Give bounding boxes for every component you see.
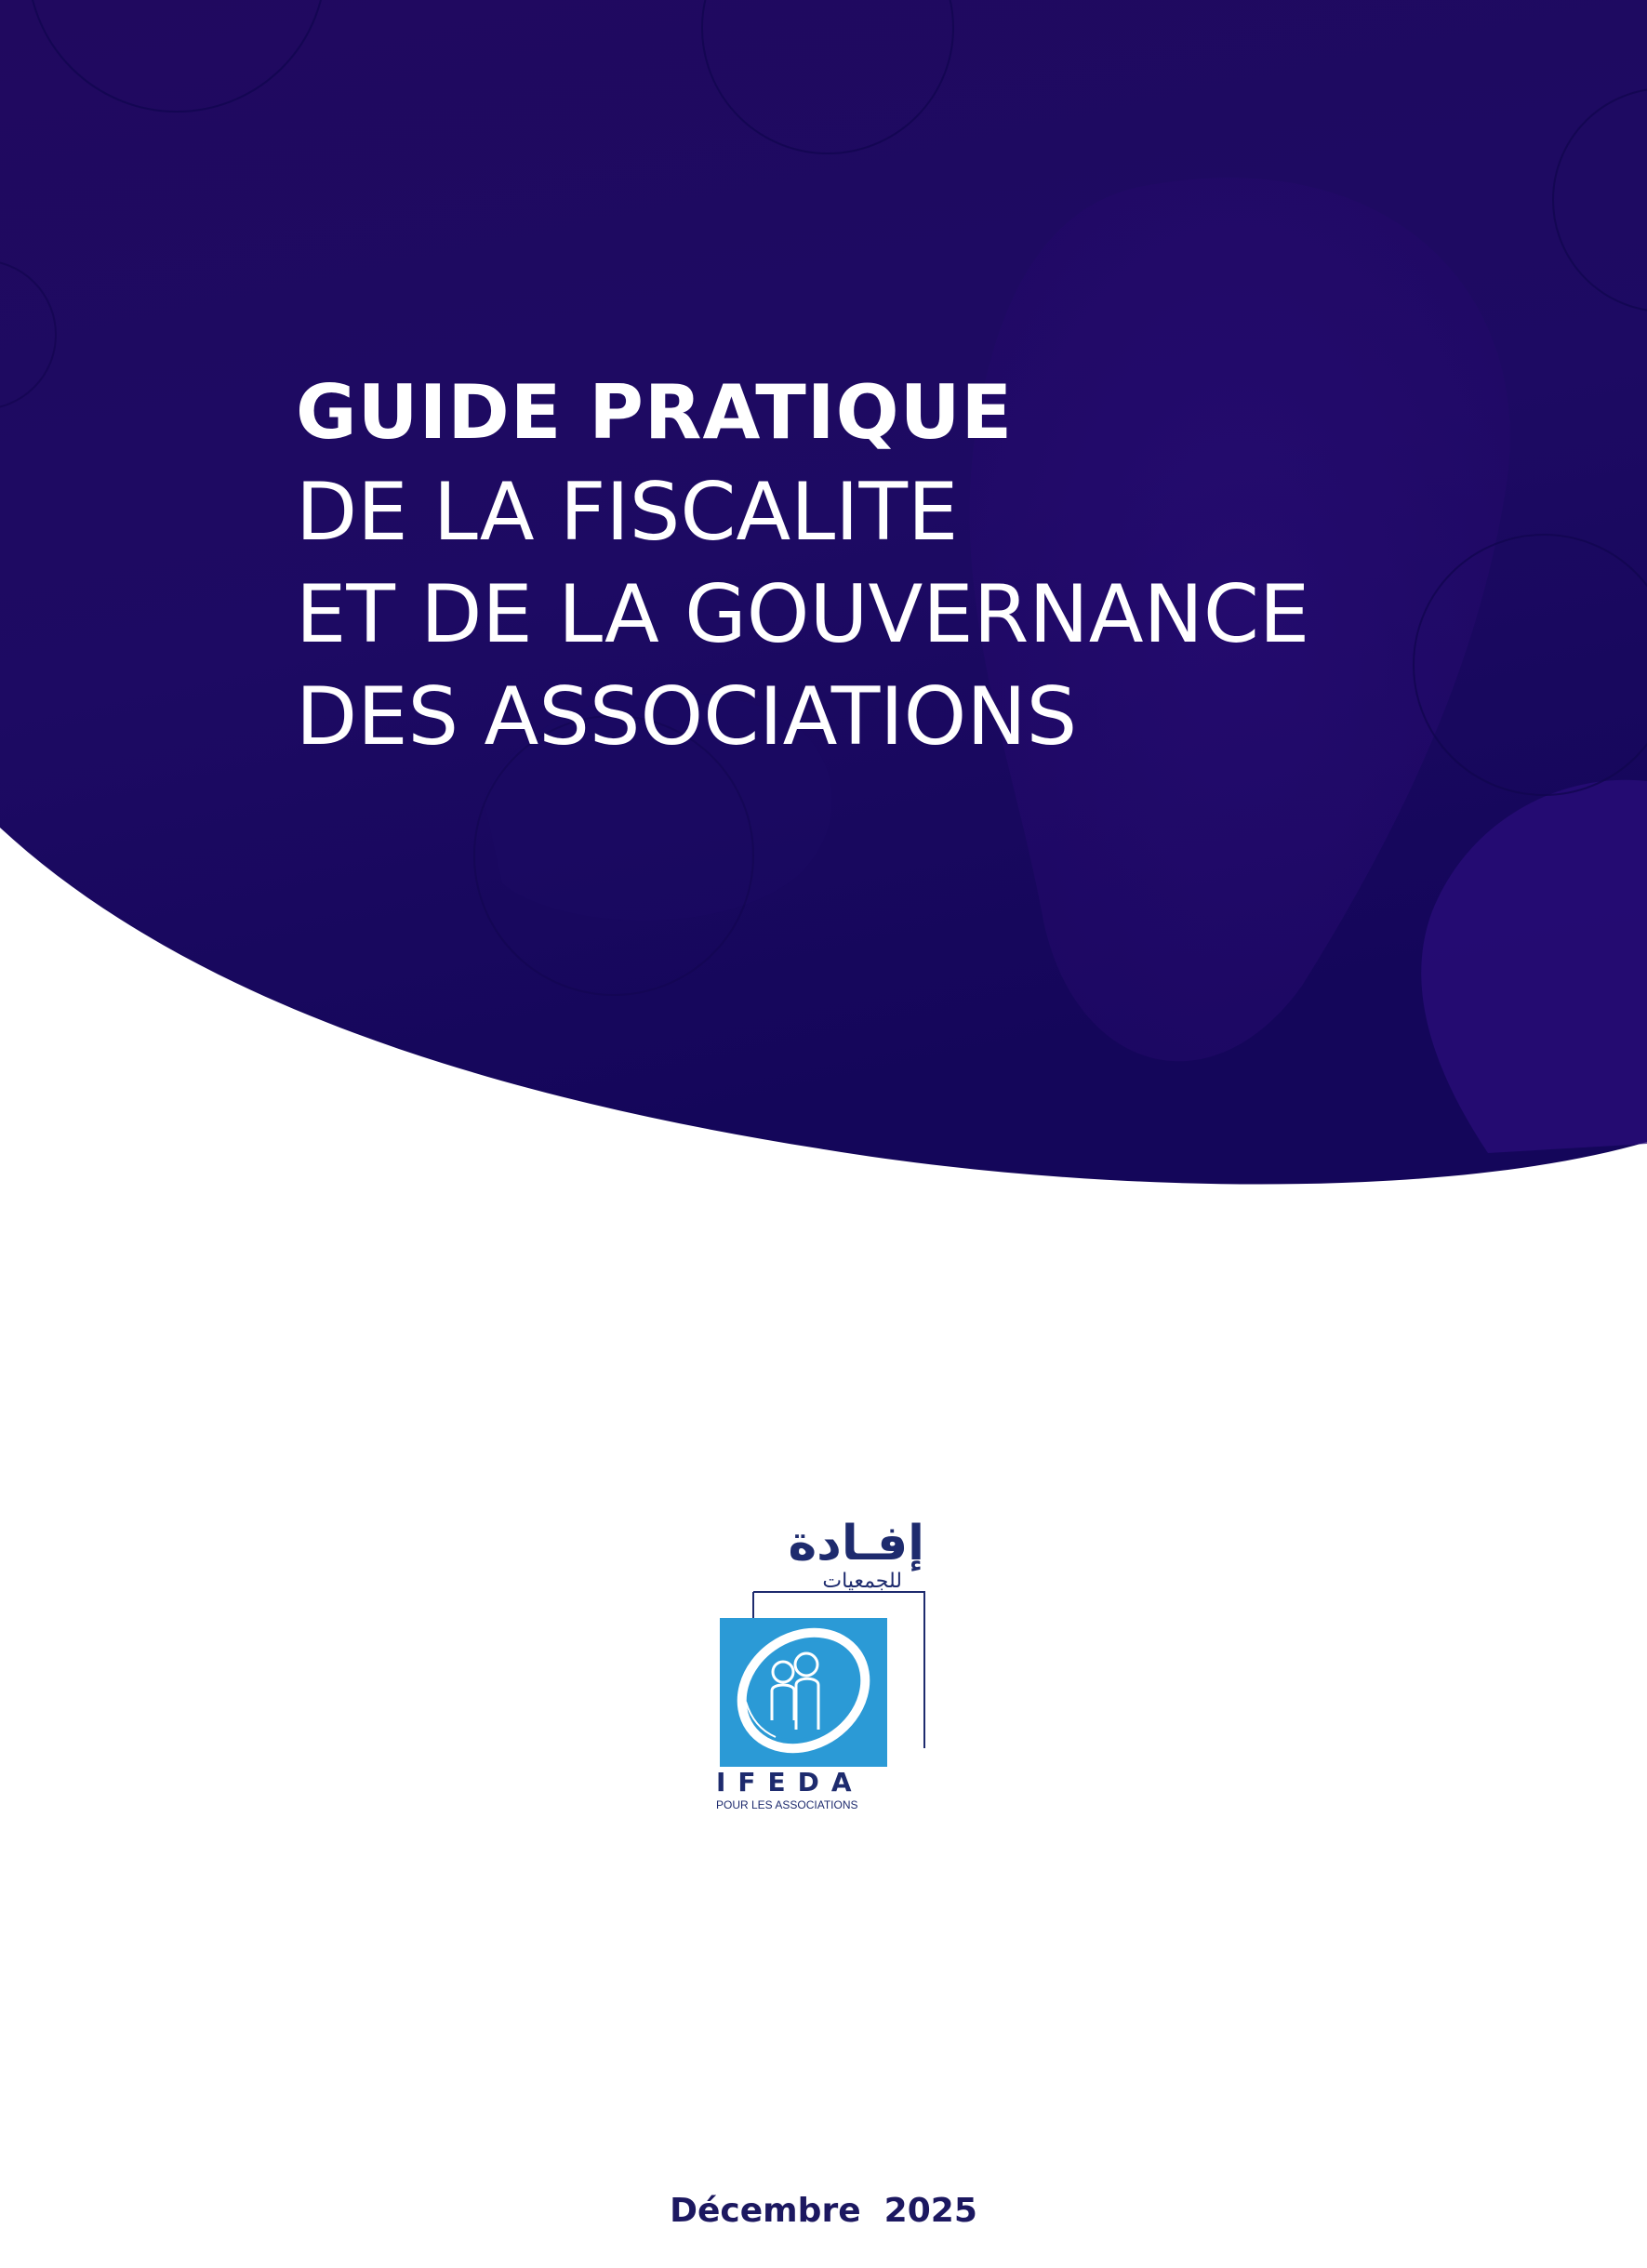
logo-arabic-sub: للجمعيات bbox=[822, 1570, 902, 1593]
title-line-1: DE LA FISCALITE bbox=[296, 466, 959, 559]
people-in-oval-logo-icon bbox=[711, 1581, 934, 1795]
cover-title bbox=[296, 365, 1309, 768]
title-line-2: ET DE LA GOUVERNANCE bbox=[296, 568, 1310, 661]
title-bold: GUIDE PRATIQUE bbox=[296, 369, 1014, 456]
title-line-3: DES ASSOCIATIONS bbox=[296, 670, 1078, 763]
logo-tagline: POUR LES ASSOCIATIONS bbox=[716, 1798, 858, 1811]
logo-arabic-name: إفـادة bbox=[788, 1516, 924, 1572]
logo-name: IFEDA bbox=[716, 1767, 864, 1797]
publication-date: Décembre 2025 bbox=[670, 2192, 977, 2230]
ifeda-logo bbox=[711, 1516, 934, 1813]
